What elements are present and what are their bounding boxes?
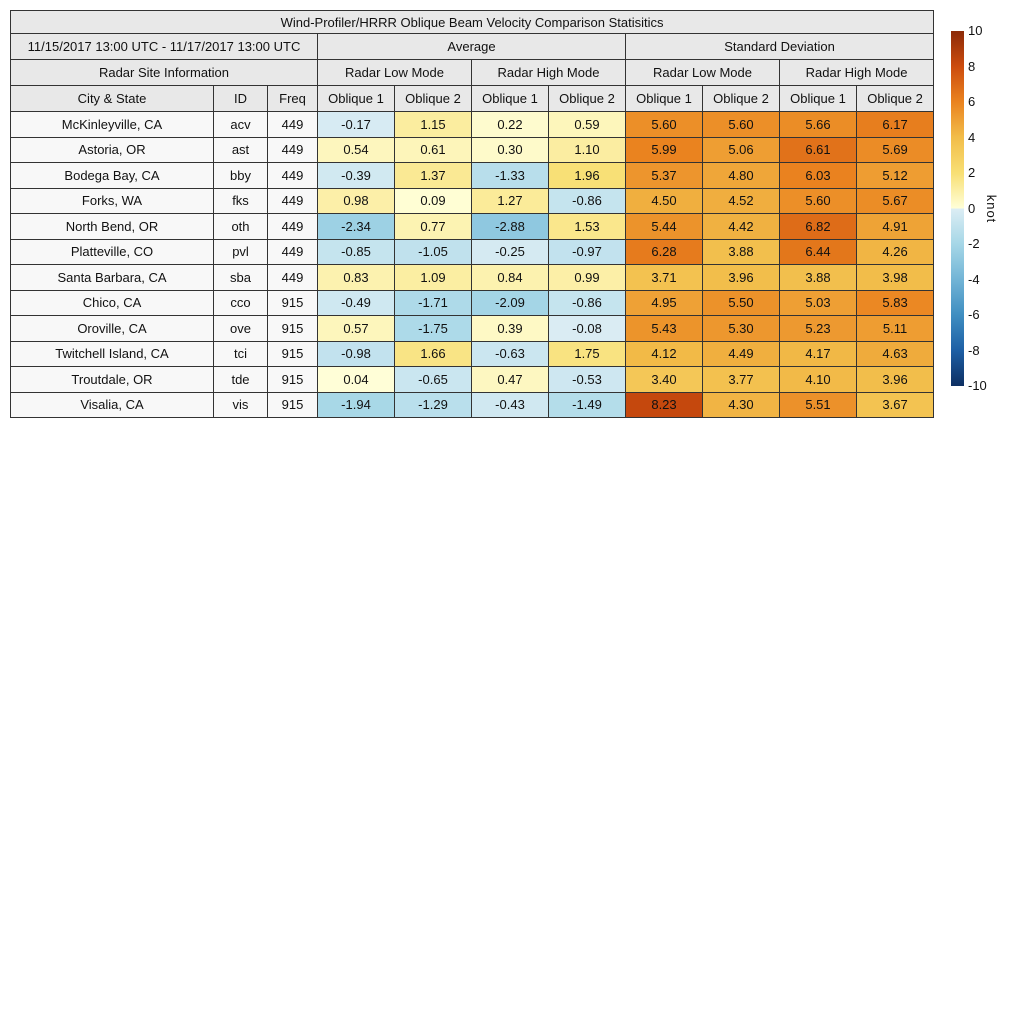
value-cell: 5.30 — [703, 316, 780, 342]
col-header-oblique: Oblique 1 — [780, 86, 857, 112]
value-cell: -0.25 — [472, 239, 549, 265]
column-header-row — [11, 86, 934, 112]
value-cell: 0.22 — [472, 112, 549, 138]
value-cell: 5.37 — [626, 163, 703, 189]
value-cell: 0.99 — [549, 265, 626, 291]
col-header-oblique: Oblique 2 — [857, 86, 934, 112]
table-row — [11, 137, 934, 163]
value-cell: 6.03 — [780, 163, 857, 189]
value-cell: -1.33 — [472, 163, 549, 189]
value-cell: 1.96 — [549, 163, 626, 189]
table-header — [11, 11, 934, 112]
value-cell: 1.09 — [395, 265, 472, 291]
value-cell: 4.42 — [703, 214, 780, 240]
value-cell: 6.61 — [780, 137, 857, 163]
value-cell: 5.44 — [626, 214, 703, 240]
table-body — [11, 112, 934, 418]
value-cell: 3.88 — [703, 239, 780, 265]
colorbar-tick-label: 4 — [968, 129, 976, 145]
col-header-oblique: Oblique 1 — [318, 86, 395, 112]
value-cell: 0.47 — [472, 367, 549, 393]
value-cell: 0.30 — [472, 137, 549, 163]
value-cell: 0.77 — [395, 214, 472, 240]
freq-cell: 449 — [268, 188, 318, 214]
table-row — [11, 163, 934, 189]
colorbar-gradient — [951, 31, 964, 386]
city-cell: Oroville, CA — [11, 316, 214, 342]
table-row — [11, 316, 934, 342]
mode-header-avg-high: Radar High Mode — [472, 60, 626, 86]
value-cell: 3.88 — [780, 265, 857, 291]
site-id-cell: ast — [214, 137, 268, 163]
value-cell: 3.77 — [703, 367, 780, 393]
value-cell: 4.50 — [626, 188, 703, 214]
col-header-freq: Freq — [268, 86, 318, 112]
value-cell: 5.51 — [780, 392, 857, 418]
site-id-cell: acv — [214, 112, 268, 138]
group-header-average: Average — [318, 34, 626, 60]
colorbar-tick-label: 0 — [968, 200, 976, 216]
value-cell: 0.98 — [318, 188, 395, 214]
value-cell: 8.23 — [626, 392, 703, 418]
colorbar-tick-label: 8 — [968, 58, 976, 74]
site-id-cell: vis — [214, 392, 268, 418]
value-cell: -0.86 — [549, 188, 626, 214]
col-header-oblique: Oblique 2 — [395, 86, 472, 112]
colorbar — [951, 23, 1023, 393]
value-cell: 4.95 — [626, 290, 703, 316]
freq-cell: 449 — [268, 239, 318, 265]
title-row — [11, 11, 934, 34]
city-cell: McKinleyville, CA — [11, 112, 214, 138]
value-cell: 5.60 — [703, 112, 780, 138]
value-cell: -0.63 — [472, 341, 549, 367]
stats-table — [10, 10, 934, 418]
freq-cell: 449 — [268, 265, 318, 291]
value-cell: 4.63 — [857, 341, 934, 367]
site-id-cell: fks — [214, 188, 268, 214]
site-id-cell: tde — [214, 367, 268, 393]
freq-cell: 915 — [268, 367, 318, 393]
value-cell: 4.26 — [857, 239, 934, 265]
freq-cell: 915 — [268, 290, 318, 316]
value-cell: 5.66 — [780, 112, 857, 138]
city-cell: Visalia, CA — [11, 392, 214, 418]
city-cell: Twitchell Island, CA — [11, 341, 214, 367]
value-cell: 3.40 — [626, 367, 703, 393]
value-cell: -1.29 — [395, 392, 472, 418]
freq-cell: 915 — [268, 341, 318, 367]
value-cell: 6.82 — [780, 214, 857, 240]
freq-cell: 915 — [268, 316, 318, 342]
colorbar-tick-label: 10 — [968, 23, 983, 38]
value-cell: 3.71 — [626, 265, 703, 291]
value-cell: 5.06 — [703, 137, 780, 163]
value-cell: 0.84 — [472, 265, 549, 291]
site-id-cell: tci — [214, 341, 268, 367]
value-cell: -0.97 — [549, 239, 626, 265]
value-cell: 5.83 — [857, 290, 934, 316]
value-cell: 0.09 — [395, 188, 472, 214]
value-cell: 6.17 — [857, 112, 934, 138]
value-cell: 5.23 — [780, 316, 857, 342]
value-cell: 3.98 — [857, 265, 934, 291]
value-cell: 3.96 — [857, 367, 934, 393]
value-cell: 5.43 — [626, 316, 703, 342]
value-cell: 5.69 — [857, 137, 934, 163]
city-cell: Troutdale, OR — [11, 367, 214, 393]
value-cell: -1.49 — [549, 392, 626, 418]
value-cell: 5.99 — [626, 137, 703, 163]
value-cell: 1.27 — [472, 188, 549, 214]
value-cell: 5.67 — [857, 188, 934, 214]
city-cell: Chico, CA — [11, 290, 214, 316]
site-id-cell: pvl — [214, 239, 268, 265]
value-cell: 4.30 — [703, 392, 780, 418]
value-cell: 1.37 — [395, 163, 472, 189]
value-cell: 0.57 — [318, 316, 395, 342]
value-cell: 4.12 — [626, 341, 703, 367]
value-cell: -0.49 — [318, 290, 395, 316]
value-cell: 5.03 — [780, 290, 857, 316]
table-row — [11, 341, 934, 367]
value-cell: 5.60 — [780, 188, 857, 214]
colorbar-tick-label: -10 — [968, 378, 987, 393]
table-row — [11, 188, 934, 214]
value-cell: 3.96 — [703, 265, 780, 291]
value-cell: 1.75 — [549, 341, 626, 367]
colorbar-tick-label: 2 — [968, 165, 976, 180]
group-header-standard-deviation: Standard Deviation — [626, 34, 934, 60]
table-row — [11, 265, 934, 291]
value-cell: -0.39 — [318, 163, 395, 189]
site-id-cell: ove — [214, 316, 268, 342]
value-cell: -1.05 — [395, 239, 472, 265]
value-cell: 4.52 — [703, 188, 780, 214]
value-cell: -1.75 — [395, 316, 472, 342]
site-id-cell: bby — [214, 163, 268, 189]
site-id-cell: cco — [214, 290, 268, 316]
group-header-row — [11, 34, 934, 60]
col-header-oblique: Oblique 2 — [703, 86, 780, 112]
freq-cell: 915 — [268, 392, 318, 418]
value-cell: 4.49 — [703, 341, 780, 367]
value-cell: 5.11 — [857, 316, 934, 342]
value-cell: -2.34 — [318, 214, 395, 240]
value-cell: 1.15 — [395, 112, 472, 138]
city-cell: North Bend, OR — [11, 214, 214, 240]
value-cell: 6.44 — [780, 239, 857, 265]
freq-cell: 449 — [268, 137, 318, 163]
col-header-oblique: Oblique 1 — [472, 86, 549, 112]
value-cell: 5.12 — [857, 163, 934, 189]
value-cell: 4.10 — [780, 367, 857, 393]
col-header-city-state: City & State — [11, 86, 214, 112]
value-cell: -0.65 — [395, 367, 472, 393]
colorbar-tick-label: 6 — [968, 94, 976, 109]
freq-cell: 449 — [268, 163, 318, 189]
page-title: Wind-Profiler/HRRR Oblique Beam Velocity Comparison Statisitics — [11, 11, 934, 34]
city-cell: Platteville, CO — [11, 239, 214, 265]
col-header-oblique: Oblique 2 — [549, 86, 626, 112]
value-cell: -0.17 — [318, 112, 395, 138]
value-cell: 5.60 — [626, 112, 703, 138]
value-cell: 4.17 — [780, 341, 857, 367]
value-cell: -0.43 — [472, 392, 549, 418]
table-row — [11, 239, 934, 265]
mode-header-row — [11, 60, 934, 86]
value-cell: 0.59 — [549, 112, 626, 138]
table-row — [11, 367, 934, 393]
city-cell: Santa Barbara, CA — [11, 265, 214, 291]
value-cell: 1.10 — [549, 137, 626, 163]
value-cell: 0.54 — [318, 137, 395, 163]
colorbar-tick-label: -8 — [968, 342, 980, 358]
value-cell: -2.09 — [472, 290, 549, 316]
value-cell: 6.28 — [626, 239, 703, 265]
colorbar-unit-label: knot — [984, 194, 999, 223]
table-row — [11, 112, 934, 138]
value-cell: -0.85 — [318, 239, 395, 265]
value-cell: 1.53 — [549, 214, 626, 240]
site-info-header: Radar Site Information — [11, 60, 318, 86]
value-cell: 4.91 — [857, 214, 934, 240]
date-range-cell: 11/15/2017 13:00 UTC - 11/17/2017 13:00 UTC — [11, 34, 318, 60]
colorbar-tick-label: -4 — [968, 271, 980, 287]
value-cell: 0.39 — [472, 316, 549, 342]
value-cell: -1.71 — [395, 290, 472, 316]
city-cell: Bodega Bay, CA — [11, 163, 214, 189]
value-cell: -0.53 — [549, 367, 626, 393]
mode-header-avg-low: Radar Low Mode — [318, 60, 472, 86]
value-cell: 3.67 — [857, 392, 934, 418]
table-row — [11, 214, 934, 240]
city-cell: Astoria, OR — [11, 137, 214, 163]
value-cell: -0.98 — [318, 341, 395, 367]
mode-header-std-high: Radar High Mode — [780, 60, 934, 86]
col-header-id: ID — [214, 86, 268, 112]
value-cell: 0.83 — [318, 265, 395, 291]
city-cell: Forks, WA — [11, 188, 214, 214]
value-cell: -0.08 — [549, 316, 626, 342]
value-cell: 1.66 — [395, 341, 472, 367]
colorbar-tick-label: -2 — [968, 236, 980, 251]
freq-cell: 449 — [268, 112, 318, 138]
value-cell: -0.86 — [549, 290, 626, 316]
site-id-cell: sba — [214, 265, 268, 291]
col-header-oblique: Oblique 1 — [626, 86, 703, 112]
site-id-cell: oth — [214, 214, 268, 240]
table-row — [11, 392, 934, 418]
value-cell: 0.61 — [395, 137, 472, 163]
value-cell: 4.80 — [703, 163, 780, 189]
value-cell: 5.50 — [703, 290, 780, 316]
value-cell: 0.04 — [318, 367, 395, 393]
freq-cell: 449 — [268, 214, 318, 240]
value-cell: -1.94 — [318, 392, 395, 418]
value-cell: -2.88 — [472, 214, 549, 240]
mode-header-std-low: Radar Low Mode — [626, 60, 780, 86]
colorbar-tick-label: -6 — [968, 307, 980, 322]
table-row — [11, 290, 934, 316]
